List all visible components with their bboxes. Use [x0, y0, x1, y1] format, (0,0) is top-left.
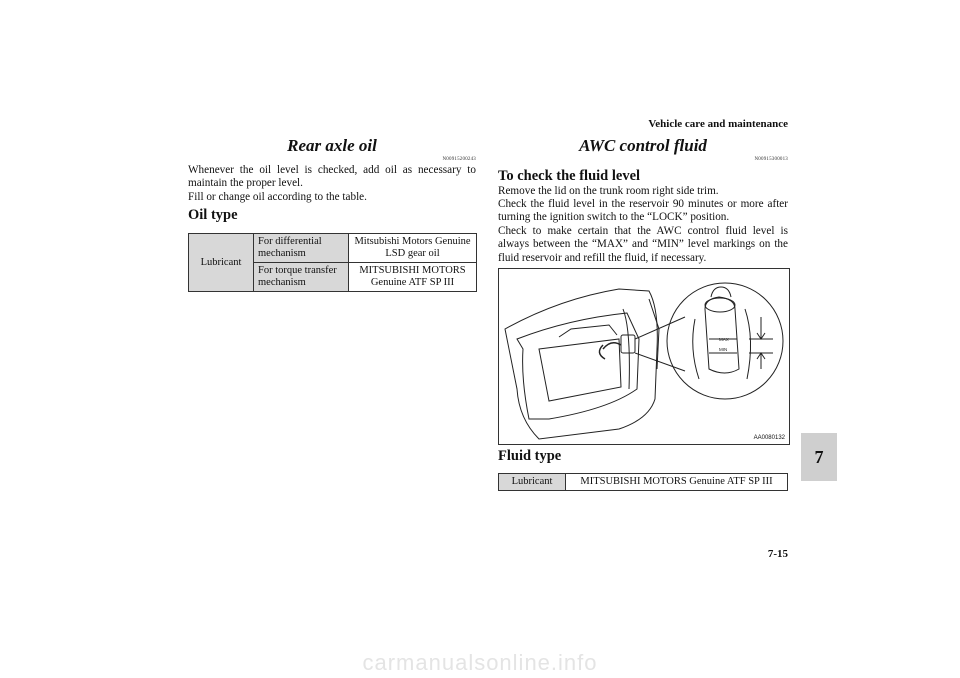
rear-axle-oil-code: N00915200243 — [442, 157, 476, 162]
oil-type-heading: Oil type — [188, 207, 238, 223]
oil-cell: Mitsubishi Motors Genuine LSD gear oil — [349, 234, 477, 263]
fluid-type-table — [498, 473, 788, 491]
oil-cell: MITSUBISHI MOTORS Genuine ATF SP III — [349, 263, 477, 292]
rear-axle-oil-paragraph-1: Whenever the oil level is checked, add oil as necessary to maintain the proper level. — [188, 164, 476, 190]
awc-paragraph-1: Remove the lid on the trunk room right side trim. — [498, 185, 719, 197]
awc-fluid-code: N00915300013 — [754, 157, 788, 162]
awc-fluid-title: AWC control fluid — [579, 136, 707, 155]
fluid-value-cell: MITSUBISHI MOTORS Genuine ATF SP III — [566, 474, 788, 491]
rear-axle-oil-paragraph-2: Fill or change oil according to the table. — [188, 191, 367, 203]
page-number: 7-15 — [767, 548, 788, 560]
mechanism-cell: For differential mechanism — [254, 234, 349, 263]
fluid-lubricant-cell: Lubricant — [499, 474, 566, 491]
lubricant-cell: Lubricant — [189, 234, 254, 292]
trunk-reservoir-figure — [498, 268, 790, 445]
table-row — [189, 234, 477, 263]
check-fluid-heading: To check the fluid level — [498, 168, 641, 184]
awc-paragraph-3: Check to make certain that the AWC control fluid level is always between the “MAX” and “MIN” level markings on the fluid reservoir and refill the fluid, if necessary. — [498, 225, 788, 264]
max-marking: MAX — [719, 337, 729, 342]
watermark: carmanualsonline.info — [362, 650, 598, 675]
awc-paragraph-2: Check the fluid level in the reservoir 90 minutes or more after turning the ignition switch to the “LOCK” position. — [498, 198, 788, 224]
fluid-type-heading: Fluid type — [498, 448, 562, 464]
min-marking: MIN — [719, 347, 728, 352]
trunk-reservoir-illustration — [499, 269, 789, 444]
chapter-tab: 7 — [801, 433, 837, 481]
oil-type-table — [188, 233, 477, 292]
table-row — [499, 474, 788, 491]
running-header: Vehicle care and maintenance — [648, 118, 788, 130]
rear-axle-oil-title: Rear axle oil — [287, 136, 377, 155]
mechanism-cell: For torque transfer mechanism — [254, 263, 349, 292]
figure-code: AA0080132 — [753, 435, 785, 441]
